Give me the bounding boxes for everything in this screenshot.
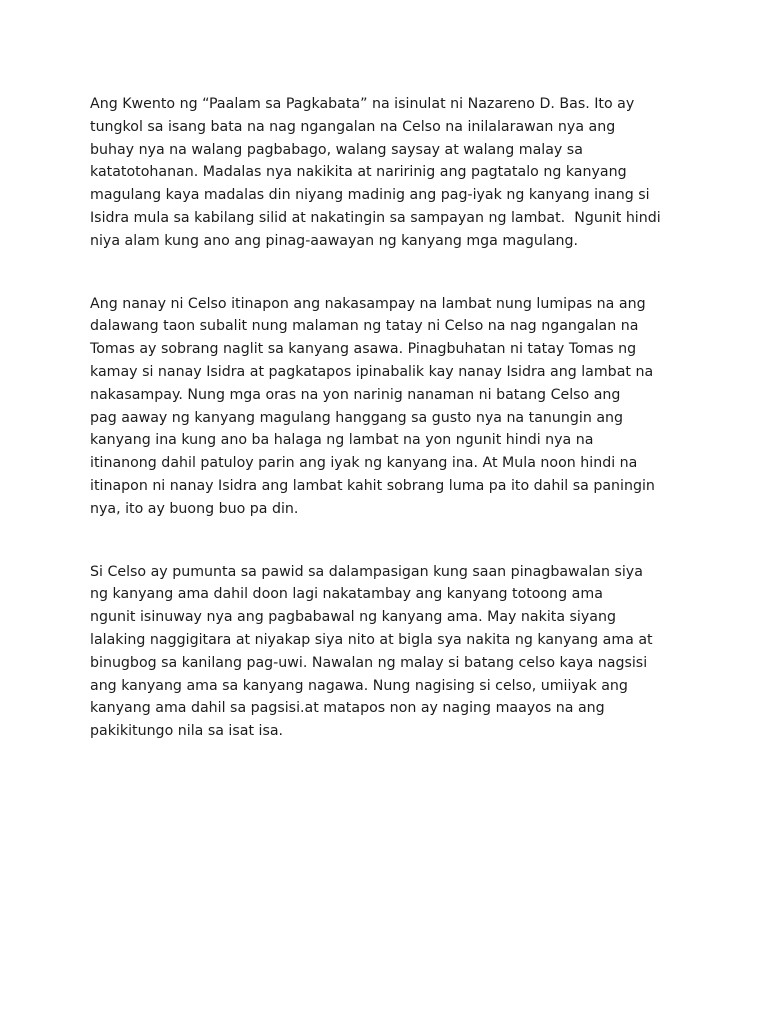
- text-line: nakasampay. Nung mga oras na yon narinig nanaman ni batang Celso ang: [90, 386, 621, 403]
- text-line: Tomas ay sobrang naglit sa kanyang asawa. Pinagbuhatan ni tatay Tomas ng: [90, 341, 637, 358]
- text-line: dalawang taon subalit nung malaman ng tatay ni Celso na nag ngangalan na: [90, 318, 639, 335]
- text-line: pakikitungo nila sa isat isa.: [90, 723, 284, 740]
- paragraph-2: [90, 293, 690, 521]
- text-line: itinapon ni nanay Isidra ang lambat kahit sobrang luma pa ito dahil sa paningin: [90, 477, 655, 494]
- text-line: niya alam kung ano ang pinag-aawayan ng kanyang mga magulang.: [90, 232, 579, 249]
- text-line: Ang Kwento ng “Paalam sa Pagkabata” na isinulat ni Nazareno D. Bas. Ito ay: [90, 96, 635, 112]
- text-line: katatotohanan. Madalas nya nakikita at naririnig ang pagtatalo ng kanyang: [90, 164, 627, 181]
- text-line: magulang kaya madalas din niyang madinig ang pag-iyak ng kanyang inang si: [90, 187, 650, 204]
- text-line: Ang nanay ni Celso itinapon ang nakasampay na lambat nung lumipas na ang: [90, 295, 646, 312]
- text-line: kamay si nanay Isidra at pagkatapos ipinabalik kay nanay Isidra ang lambat na: [90, 363, 654, 380]
- text-line: itinanong dahil patuloy parin ang iyak ng kanyang ina. At Mula noon hindi na: [90, 455, 638, 472]
- paragraph-3: [90, 561, 690, 743]
- text-line: pag aaway ng kanyang magulang hanggang sa gusto nya na tanungin ang: [90, 409, 624, 426]
- text-line: Si Celso ay pumunta sa pawid sa dalampasigan kung saan pinagbawalan siya: [90, 563, 643, 580]
- text-line: buhay nya na walang pagbabago, walang saysay at walang malay sa: [90, 141, 583, 158]
- text-line: kanyang ina kung ano ba halaga ng lambat na yon ngunit hindi nya na: [90, 432, 594, 449]
- text-line: tungkol sa isang bata na nag ngangalan na Celso na inilalarawan nya ang: [90, 118, 616, 135]
- text-line: lalaking naggigitara at niyakap siya nito at bigla sya nakita ng kanyang ama at: [90, 631, 653, 648]
- text-line: kanyang ama dahil sa pagsisi.at matapos non ay naging maayos na ang: [90, 700, 605, 717]
- document-body: [90, 93, 690, 743]
- text-line: ng kanyang ama dahil doon lagi nakatambay ang kanyang totoong ama: [90, 586, 603, 603]
- text-line: ngunit isinuway nya ang pagbabawal ng kanyang ama. May nakita siyang: [90, 609, 616, 626]
- text-line: Isidra mula sa kabilang silid at nakatingin sa sampayan ng lambat. Ngunit hindi: [90, 209, 661, 226]
- text-line: ang kanyang ama sa kanyang nagawa. Nung nagising si celso, umiiyak ang: [90, 677, 628, 694]
- paragraph-1: [90, 93, 690, 253]
- text-line: binugbog sa kanilang pag-uwi. Nawalan ng malay si batang celso kaya nagsisi: [90, 654, 648, 671]
- text-line: nya, ito ay buong buo pa din.: [90, 500, 299, 517]
